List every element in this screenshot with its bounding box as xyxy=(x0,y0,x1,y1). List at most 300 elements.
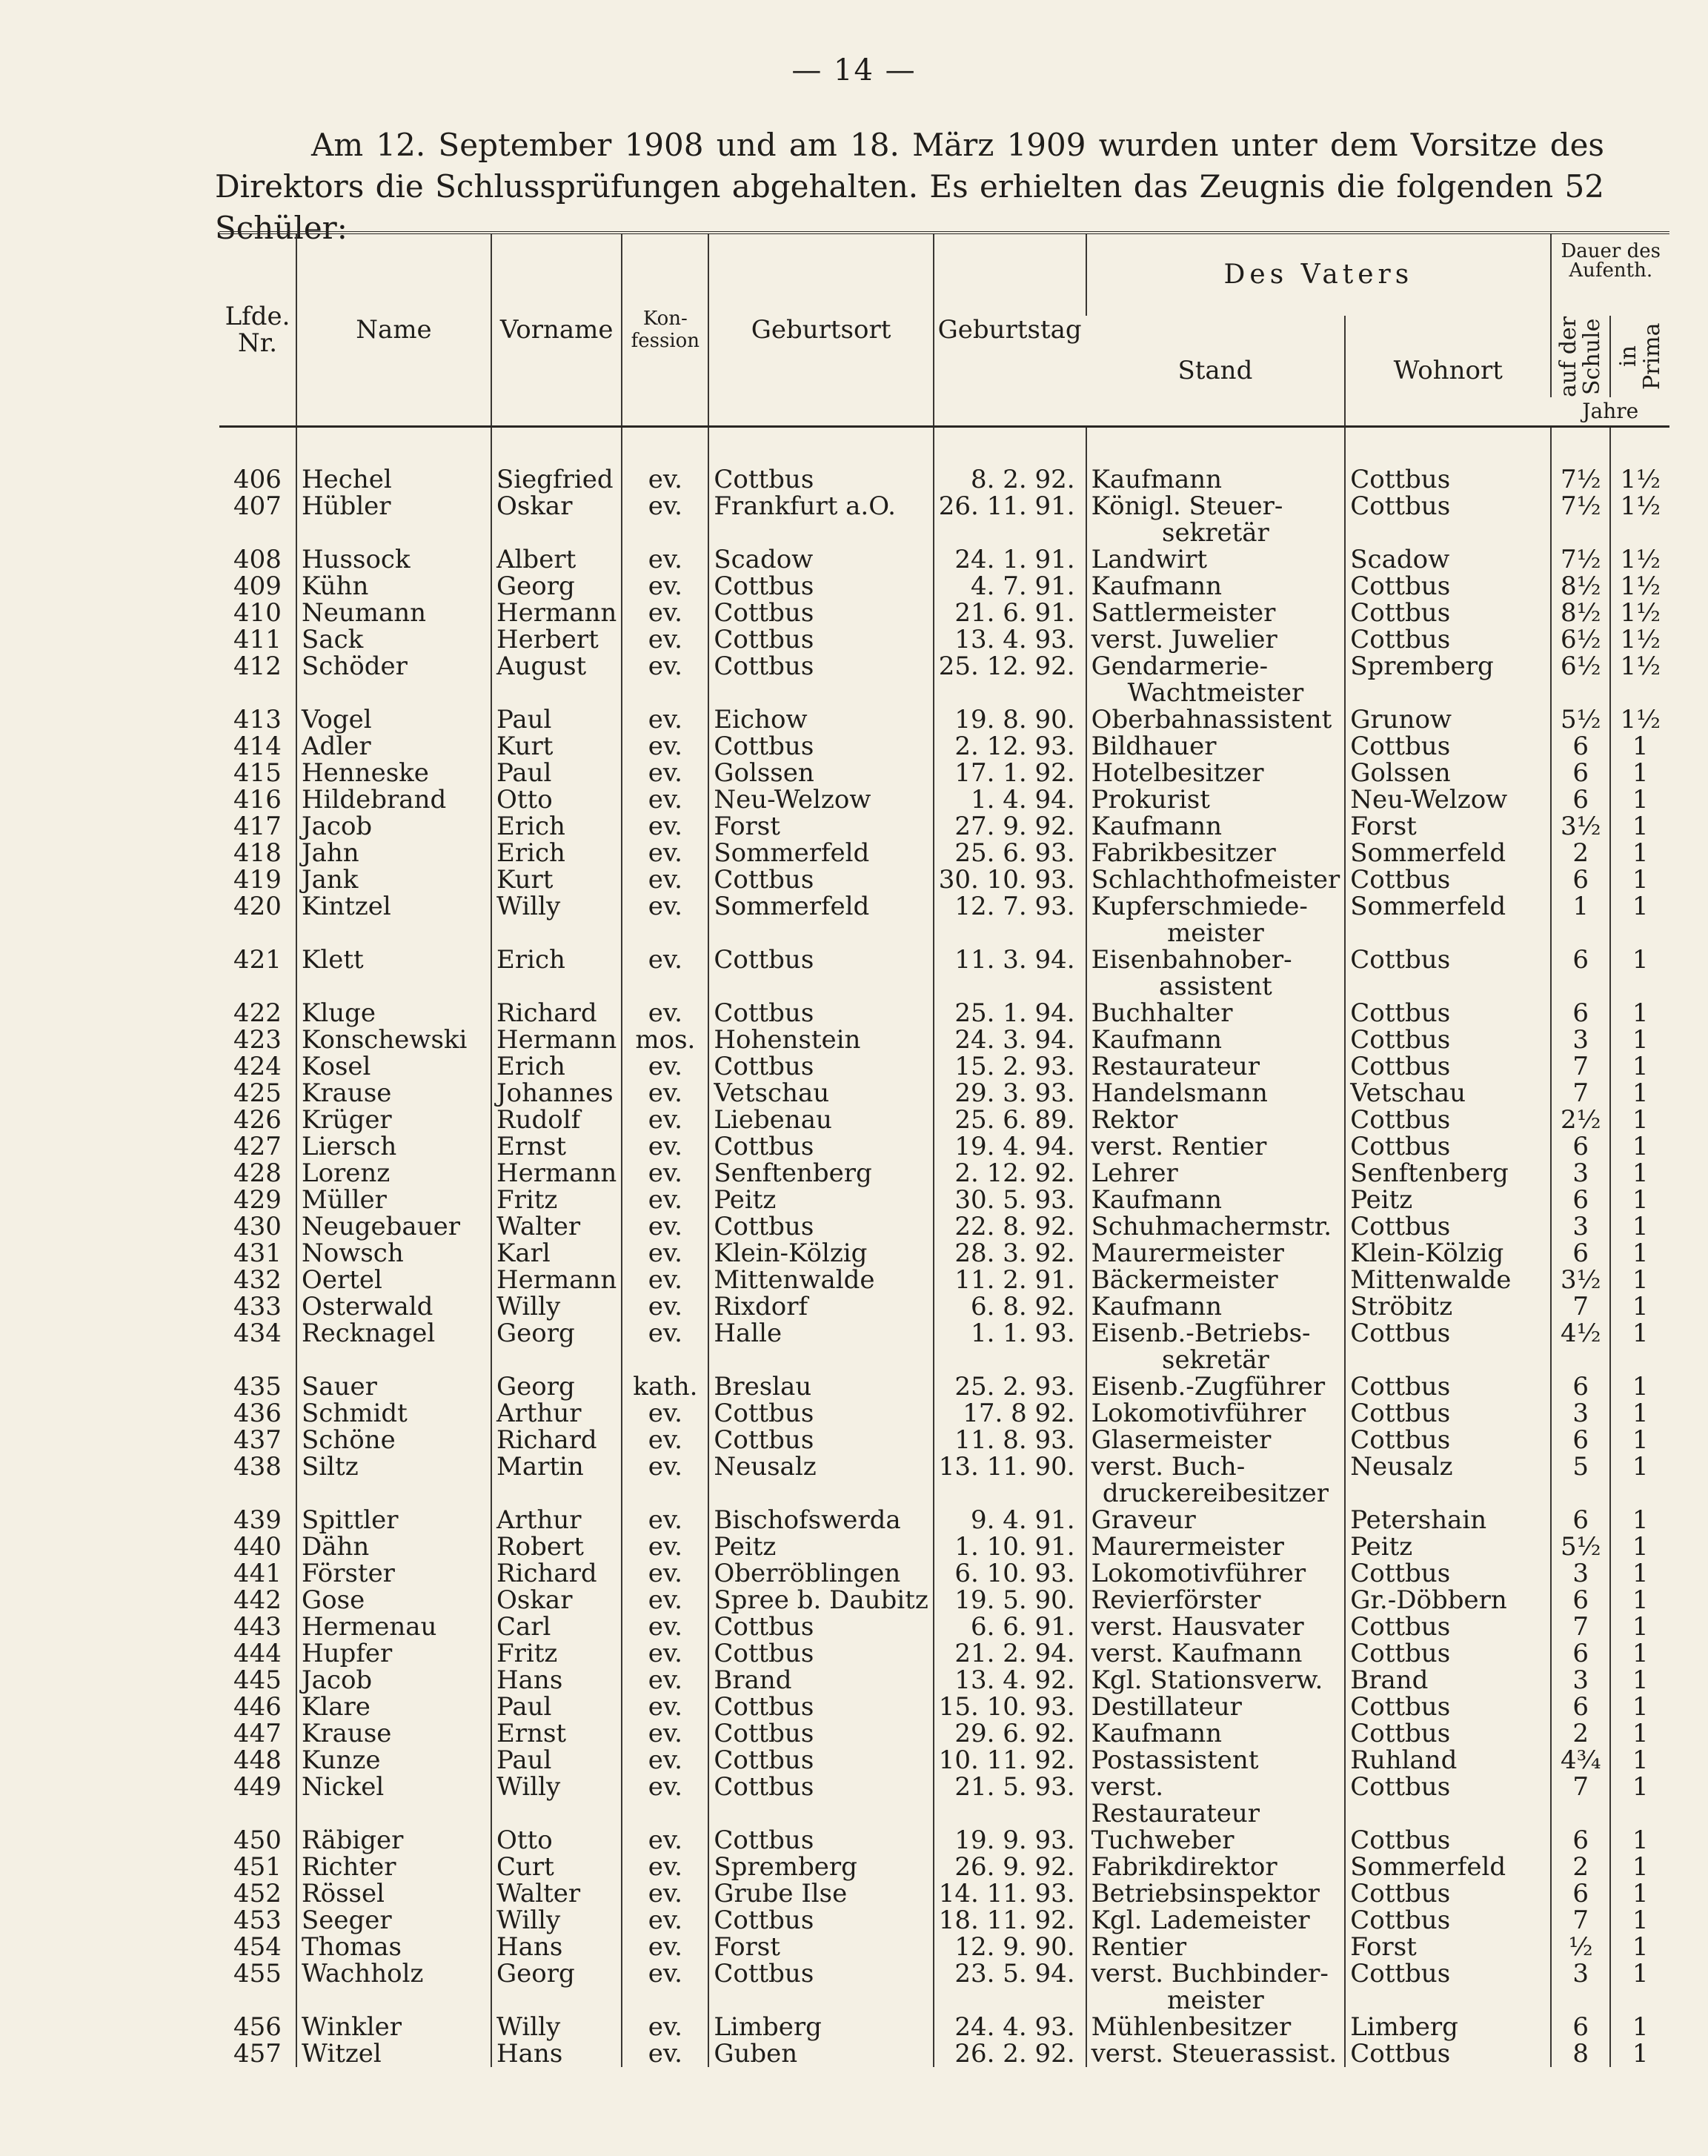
cell-geburtstag: 28. 3. 92. xyxy=(934,1240,1086,1267)
cell-stand-line2: druckereibesitzer xyxy=(1102,1479,1329,1508)
cell-stand-line1: Kaufmann xyxy=(1091,1292,1223,1321)
cell-geburtsort: Cottbus xyxy=(708,1000,933,1026)
cell-in-prima: 1½ xyxy=(1610,626,1669,653)
cell-nr: 412 xyxy=(233,651,282,681)
cell-geburtsort: Cottbus xyxy=(708,653,933,706)
cell-geburtsort: Cottbus xyxy=(708,1400,933,1427)
cell-name: Lorenz xyxy=(296,1160,491,1187)
cell-stand-line1: Betriebsinspektor xyxy=(1091,1879,1320,1908)
cell-geburtstag: 17. 8 92. xyxy=(934,1400,1086,1427)
cell-auf-der-schule: 7 xyxy=(1551,1774,1610,1827)
cell-wohnort: Cottbus xyxy=(1345,573,1551,600)
cell-konfession: ev. xyxy=(622,1587,708,1613)
cell-name: Thomas xyxy=(296,1934,491,1960)
cell-vorname: Georg xyxy=(491,1373,622,1400)
cell-vorname: Hans xyxy=(491,1934,622,1960)
cell-stand xyxy=(1086,600,1346,626)
table-row xyxy=(219,653,1669,706)
cell-name: Witzel xyxy=(296,2040,491,2067)
cell-name: Winkler xyxy=(296,2014,491,2040)
cell-wohnort: Vetschau xyxy=(1345,1080,1551,1107)
cell-auf-der-schule: 8½ xyxy=(1551,600,1610,626)
cell-wohnort: Ruhland xyxy=(1345,1747,1551,1774)
table-row xyxy=(219,786,1669,813)
cell-wohnort: Forst xyxy=(1345,1934,1551,1960)
cell-stand-line1: Lehrer xyxy=(1091,1158,1178,1188)
cell-name: Kosel xyxy=(296,1053,491,1080)
cell-in-prima: 1½ xyxy=(1610,573,1669,600)
cell-vorname: Erich xyxy=(491,840,622,866)
cell-geburtstag: 8. 2. 92. xyxy=(934,466,1086,493)
cell-geburtstag: 21. 6. 91. xyxy=(934,600,1086,626)
cell-nr: 430 xyxy=(233,1212,282,1241)
cell-in-prima: 1 xyxy=(1610,1587,1669,1613)
cell-wohnort: Neu-Welzow xyxy=(1345,786,1551,813)
cell-nr: 420 xyxy=(233,892,282,921)
cell-auf-der-schule: 7½ xyxy=(1551,466,1610,493)
cell-vorname: Robert xyxy=(491,1533,622,1560)
table-row xyxy=(219,1960,1669,2014)
cell-stand-line1: Graveur xyxy=(1091,1505,1196,1535)
cell-stand-line1: Maurermeister xyxy=(1091,1238,1284,1268)
cell-stand-line1: Maurermeister xyxy=(1091,1532,1284,1562)
cell-auf-der-schule: 5½ xyxy=(1551,1533,1610,1560)
cell-konfession: ev. xyxy=(622,1000,708,1026)
cell-in-prima: 1 xyxy=(1610,866,1669,893)
cell-geburtsort: Guben xyxy=(708,2040,933,2067)
cell-nr: 450 xyxy=(233,1825,282,1855)
cell-stand xyxy=(1086,1533,1346,1560)
cell-vorname: Johannes xyxy=(491,1080,622,1107)
cell-vorname: Richard xyxy=(491,1000,622,1026)
cell-name: Jahn xyxy=(296,840,491,866)
cell-in-prima: 1½ xyxy=(1610,466,1669,493)
cell-geburtstag: 25. 1. 94. xyxy=(934,1000,1086,1026)
table-row xyxy=(219,1854,1669,1880)
cell-auf-der-schule: 6 xyxy=(1551,1000,1610,1026)
table-row xyxy=(219,733,1669,760)
cell-geburtsort: Cottbus xyxy=(708,1053,933,1080)
cell-vorname: Albert xyxy=(491,546,622,573)
cell-vorname: Willy xyxy=(491,893,622,946)
intro-paragraph xyxy=(215,125,1604,249)
cell-stand xyxy=(1086,1000,1346,1026)
cell-wohnort: Sommerfeld xyxy=(1345,893,1551,946)
cell-geburtsort: Sommerfeld xyxy=(708,893,933,946)
cell-geburtstag: 25. 2. 93. xyxy=(934,1373,1086,1400)
cell-stand xyxy=(1086,493,1346,546)
cell-vorname: Hermann xyxy=(491,1026,622,1053)
cell-stand xyxy=(1086,1053,1346,1080)
cell-wohnort: Cottbus xyxy=(1345,1133,1551,1160)
cell-auf-der-schule: 5½ xyxy=(1551,706,1610,733)
cell-in-prima: 1 xyxy=(1610,1934,1669,1960)
cell-geburtstag: 12. 9. 90. xyxy=(934,1934,1086,1960)
cell-konfession: ev. xyxy=(622,866,708,893)
cell-geburtstag: 25. 6. 93. xyxy=(934,840,1086,866)
cell-auf-der-schule: 6 xyxy=(1551,1587,1610,1613)
cell-geburtsort: Forst xyxy=(708,813,933,840)
cell-geburtsort: Halle xyxy=(708,1320,933,1373)
cell-geburtstag: 25. 12. 92. xyxy=(934,653,1086,706)
cell-nr: 447 xyxy=(233,1719,282,1748)
cell-geburtsort: Cottbus xyxy=(708,733,933,760)
cell-auf-der-schule: 2½ xyxy=(1551,1107,1610,1133)
cell-konfession: ev. xyxy=(622,600,708,626)
table-row xyxy=(219,1293,1669,1320)
cell-wohnort: Cottbus xyxy=(1345,1000,1551,1026)
cell-nr: 422 xyxy=(233,998,282,1028)
cell-geburtsort: Cottbus xyxy=(708,1694,933,1720)
cell-name: Adler xyxy=(296,733,491,760)
cell-konfession: ev. xyxy=(622,466,708,493)
cell-vorname: Kurt xyxy=(491,733,622,760)
cell-nr: 440 xyxy=(233,1532,282,1562)
cell-nr: 426 xyxy=(233,1105,282,1135)
table-row xyxy=(219,466,1669,493)
cell-stand-line1: verst. Rentier xyxy=(1091,1132,1267,1161)
cell-konfession: ev. xyxy=(622,733,708,760)
cell-geburtsort: Bischofswerda xyxy=(708,1507,933,1533)
table-row xyxy=(219,1080,1669,1107)
cell-name: Krause xyxy=(296,1720,491,1747)
cell-stand-line1: Rektor xyxy=(1091,1105,1178,1135)
cell-nr: 408 xyxy=(233,545,282,574)
cell-nr: 425 xyxy=(233,1078,282,1108)
cell-stand xyxy=(1086,1187,1346,1213)
cell-auf-der-schule: 3 xyxy=(1551,1560,1610,1587)
cell-stand-line1: Landwirt xyxy=(1091,545,1207,574)
cell-in-prima: 1 xyxy=(1610,1854,1669,1880)
cell-konfession: ev. xyxy=(622,2040,708,2067)
cell-vorname: Curt xyxy=(491,1854,622,1880)
cell-geburtsort: Cottbus xyxy=(708,1133,933,1160)
cell-vorname: Willy xyxy=(491,1293,622,1320)
cell-stand xyxy=(1086,1507,1346,1533)
cell-stand-line1: verst. Buch- xyxy=(1091,1452,1246,1482)
cell-stand-line1: verst. Juwelier xyxy=(1091,625,1277,654)
cell-stand xyxy=(1086,1720,1346,1747)
cell-stand-line1: Kgl. Stationsverw. xyxy=(1091,1665,1323,1695)
cell-stand-line1: Eisenb.-Zugführer xyxy=(1091,1372,1326,1402)
cell-stand xyxy=(1086,1827,1346,1854)
cell-geburtstag: 9. 4. 91. xyxy=(934,1507,1086,1533)
cell-nr: 427 xyxy=(233,1132,282,1161)
table-row xyxy=(219,1107,1669,1133)
cell-stand-line1: Kaufmann xyxy=(1091,1719,1223,1748)
cell-geburtsort: Grube Ilse xyxy=(708,1880,933,1907)
table-row xyxy=(219,1560,1669,1587)
table-row xyxy=(219,2040,1669,2067)
cell-in-prima: 1 xyxy=(1610,1453,1669,1507)
cell-auf-der-schule: 6 xyxy=(1551,760,1610,786)
cell-stand-line1: verst. Steuerassist. xyxy=(1091,2039,1338,2069)
cell-stand-line1: Fabrikdirektor xyxy=(1091,1852,1277,1882)
cell-stand xyxy=(1086,706,1346,733)
cell-geburtstag: 10. 11. 92. xyxy=(934,1747,1086,1774)
cell-wohnort: Ströbitz xyxy=(1345,1293,1551,1320)
header-stand: Stand xyxy=(1086,316,1346,427)
cell-vorname: Fritz xyxy=(491,1640,622,1667)
cell-konfession: ev. xyxy=(622,1720,708,1747)
cell-geburtsort: Cottbus xyxy=(708,1747,933,1774)
cell-konfession: ev. xyxy=(622,1907,708,1934)
cell-in-prima: 1½ xyxy=(1610,653,1669,706)
cell-stand-line1: Schuhmachermstr. xyxy=(1091,1212,1332,1241)
cell-in-prima: 1 xyxy=(1610,1373,1669,1400)
cell-wohnort: Neusalz xyxy=(1345,1453,1551,1507)
cell-stand xyxy=(1086,893,1346,946)
cell-konfession: ev. xyxy=(622,1240,708,1267)
cell-name: Oertel xyxy=(296,1267,491,1293)
cell-wohnort: Cottbus xyxy=(1345,626,1551,653)
header-dauer: Dauer des Aufenth. xyxy=(1551,233,1669,316)
table-row xyxy=(219,1320,1669,1373)
cell-vorname: Hermann xyxy=(491,1160,622,1187)
cell-wohnort: Spremberg xyxy=(1345,653,1551,706)
cell-auf-der-schule: 6 xyxy=(1551,1827,1610,1854)
cell-name: Sack xyxy=(296,626,491,653)
cell-vorname: August xyxy=(491,653,622,706)
cell-nr: 455 xyxy=(233,1959,282,1989)
cell-stand-line1: Bäckermeister xyxy=(1091,1265,1278,1295)
cell-geburtstag: 26. 11. 91. xyxy=(934,493,1086,546)
cell-stand-line1: Kaufmann xyxy=(1091,465,1223,494)
cell-stand xyxy=(1086,946,1346,1000)
cell-nr: 433 xyxy=(233,1292,282,1321)
cell-nr: 419 xyxy=(233,865,282,895)
cell-vorname: Arthur xyxy=(491,1507,622,1533)
cell-konfession: ev. xyxy=(622,1827,708,1854)
cell-auf-der-schule: 2 xyxy=(1551,1854,1610,1880)
cell-geburtstag: 4. 7. 91. xyxy=(934,573,1086,600)
table-row xyxy=(219,2014,1669,2040)
cell-wohnort: Cottbus xyxy=(1345,866,1551,893)
cell-nr: 409 xyxy=(233,571,282,601)
cell-wohnort: Cottbus xyxy=(1345,733,1551,760)
cell-in-prima: 1 xyxy=(1610,2014,1669,2040)
cell-auf-der-schule: 3 xyxy=(1551,1667,1610,1694)
cell-nr: 449 xyxy=(233,1772,282,1802)
header-in-prima-text: in Prima xyxy=(1615,322,1665,391)
cell-geburtstag: 24. 1. 91. xyxy=(934,546,1086,573)
cell-konfession: ev. xyxy=(622,1747,708,1774)
table-row xyxy=(219,866,1669,893)
cell-geburtsort: Liebenau xyxy=(708,1107,933,1133)
cell-stand-line1: Gendarmerie- xyxy=(1091,651,1269,681)
table-row xyxy=(219,600,1669,626)
cell-wohnort: Cottbus xyxy=(1345,1026,1551,1053)
cell-konfession: ev. xyxy=(622,1320,708,1373)
cell-geburtstag: 15. 2. 93. xyxy=(934,1053,1086,1080)
cell-konfession: ev. xyxy=(622,493,708,546)
cell-nr: 407 xyxy=(233,491,282,521)
cell-konfession: ev. xyxy=(622,946,708,1000)
cell-nr: 417 xyxy=(233,812,282,841)
header-jahre: Jahre xyxy=(1551,397,1669,427)
cell-stand xyxy=(1086,1560,1346,1587)
cell-auf-der-schule: 3 xyxy=(1551,1213,1610,1240)
cell-name: Kühn xyxy=(296,573,491,600)
cell-konfession: ev. xyxy=(622,786,708,813)
cell-name: Schmidt xyxy=(296,1400,491,1427)
table-row xyxy=(219,1720,1669,1747)
table-row xyxy=(219,1053,1669,1080)
cell-wohnort: Cottbus xyxy=(1345,1427,1551,1453)
cell-geburtstag: 14. 11. 93. xyxy=(934,1880,1086,1907)
table-row xyxy=(219,1240,1669,1267)
cell-in-prima: 1 xyxy=(1610,1827,1669,1854)
table-row xyxy=(219,1427,1669,1453)
cell-stand-line2: sekretär xyxy=(1162,518,1269,548)
table-row xyxy=(219,1640,1669,1667)
cell-name: Liersch xyxy=(296,1133,491,1160)
cell-konfession: ev. xyxy=(622,1053,708,1080)
cell-auf-der-schule: 8½ xyxy=(1551,573,1610,600)
header-in-prima xyxy=(1610,316,1669,397)
cell-auf-der-schule: 5 xyxy=(1551,1453,1610,1507)
cell-geburtstag: 26. 2. 92. xyxy=(934,2040,1086,2067)
cell-wohnort: Cottbus xyxy=(1345,1907,1551,1934)
cell-konfession: ev. xyxy=(622,1160,708,1187)
cell-geburtstag: 19. 4. 94. xyxy=(934,1133,1086,1160)
cell-in-prima: 1 xyxy=(1610,760,1669,786)
cell-wohnort: Cottbus xyxy=(1345,466,1551,493)
cell-stand-line1: Hotelbesitzer xyxy=(1091,758,1264,788)
cell-geburtsort: Oberröblingen xyxy=(708,1560,933,1587)
cell-geburtstag: 29. 6. 92. xyxy=(934,1720,1086,1747)
cell-nr: 444 xyxy=(233,1639,282,1668)
table-row xyxy=(219,1507,1669,1533)
cell-auf-der-schule: 6 xyxy=(1551,733,1610,760)
cell-stand-line1: Rentier xyxy=(1091,1932,1187,1962)
cell-geburtsort: Rixdorf xyxy=(708,1293,933,1320)
cell-stand-line1: Prokurist xyxy=(1091,785,1210,815)
cell-konfession: ev. xyxy=(622,1400,708,1427)
cell-auf-der-schule: 6 xyxy=(1551,1694,1610,1720)
cell-geburtstag: 22. 8. 92. xyxy=(934,1213,1086,1240)
cell-name: Jank xyxy=(296,866,491,893)
cell-nr: 441 xyxy=(233,1559,282,1588)
cell-geburtstag: 21. 2. 94. xyxy=(934,1640,1086,1667)
cell-vorname: Rudolf xyxy=(491,1107,622,1133)
cell-geburtsort: Spree b. Daubitz xyxy=(708,1587,933,1613)
cell-auf-der-schule: 6 xyxy=(1551,786,1610,813)
cell-name: Neugebauer xyxy=(296,1213,491,1240)
cell-vorname: Herbert xyxy=(491,626,622,653)
cell-in-prima: 1 xyxy=(1610,1187,1669,1213)
cell-name: Richter xyxy=(296,1854,491,1880)
cell-stand-line1: verst. Kaufmann xyxy=(1091,1639,1303,1668)
cell-name: Hupfer xyxy=(296,1640,491,1667)
cell-in-prima: 1½ xyxy=(1610,706,1669,733)
cell-geburtsort: Cottbus xyxy=(708,626,933,653)
cell-vorname: Paul xyxy=(491,706,622,733)
cell-stand xyxy=(1086,1774,1346,1827)
cell-stand-line2: meister xyxy=(1167,918,1264,948)
cell-auf-der-schule: 6 xyxy=(1551,1187,1610,1213)
cell-stand-line1: Glasermeister xyxy=(1091,1425,1272,1455)
cell-stand xyxy=(1086,1080,1346,1107)
cell-geburtstag: 18. 11. 92. xyxy=(934,1907,1086,1934)
cell-nr: 456 xyxy=(233,2012,282,2042)
table-body xyxy=(219,427,1669,2068)
cell-geburtsort: Neu-Welzow xyxy=(708,786,933,813)
cell-in-prima: 1 xyxy=(1610,1774,1669,1827)
cell-geburtsort: Cottbus xyxy=(708,1720,933,1747)
cell-name: Hechel xyxy=(296,466,491,493)
cell-geburtstag: 11. 2. 91. xyxy=(934,1267,1086,1293)
cell-konfession: ev. xyxy=(622,893,708,946)
cell-geburtsort: Golssen xyxy=(708,760,933,786)
cell-geburtsort: Cottbus xyxy=(708,1960,933,2014)
cell-wohnort: Golssen xyxy=(1345,760,1551,786)
header-konfession: Kon- fession xyxy=(622,233,708,427)
cell-in-prima: 1 xyxy=(1610,1694,1669,1720)
cell-stand-line1: Restaurateur xyxy=(1091,1052,1260,1081)
cell-stand-line1: Sattlermeister xyxy=(1091,598,1276,628)
cell-stand-line1: Lokomotivführer xyxy=(1091,1399,1306,1428)
cell-nr: 438 xyxy=(233,1452,282,1482)
cell-in-prima: 1 xyxy=(1610,1107,1669,1133)
cell-stand xyxy=(1086,1133,1346,1160)
cell-geburtstag: 30. 10. 93. xyxy=(934,866,1086,893)
cell-stand xyxy=(1086,840,1346,866)
cell-auf-der-schule: 7 xyxy=(1551,1293,1610,1320)
cell-stand xyxy=(1086,1880,1346,1907)
cell-vorname: Hans xyxy=(491,2040,622,2067)
cell-in-prima: 1 xyxy=(1610,1240,1669,1267)
cell-in-prima: 1 xyxy=(1610,786,1669,813)
cell-konfession: ev. xyxy=(622,1133,708,1160)
cell-geburtstag: 1. 10. 91. xyxy=(934,1533,1086,1560)
header-wohnort: Wohnort xyxy=(1345,316,1551,427)
table-row xyxy=(219,1934,1669,1960)
table-row xyxy=(219,1587,1669,1613)
table-row xyxy=(219,1613,1669,1640)
table-row xyxy=(219,813,1669,840)
cell-nr: 410 xyxy=(233,598,282,628)
cell-vorname: Martin xyxy=(491,1453,622,1507)
cell-vorname: Willy xyxy=(491,1907,622,1934)
header-lfde-nr xyxy=(219,233,296,427)
cell-geburtstag: 29. 3. 93. xyxy=(934,1080,1086,1107)
cell-name: Räbiger xyxy=(296,1827,491,1854)
cell-auf-der-schule: 6 xyxy=(1551,1640,1610,1667)
cell-nr: 454 xyxy=(233,1932,282,1962)
cell-wohnort: Brand xyxy=(1345,1667,1551,1694)
header-name: Name xyxy=(296,233,491,427)
table-row xyxy=(219,706,1669,733)
cell-vorname: Otto xyxy=(491,786,622,813)
cell-in-prima: 1 xyxy=(1610,840,1669,866)
cell-geburtstag: 2. 12. 92. xyxy=(934,1160,1086,1187)
cell-name: Henneske xyxy=(296,760,491,786)
cell-geburtsort: Cottbus xyxy=(708,573,933,600)
cell-auf-der-schule: 3 xyxy=(1551,1160,1610,1187)
table-row xyxy=(219,1533,1669,1560)
cell-auf-der-schule: 6 xyxy=(1551,1373,1610,1400)
cell-konfession: ev. xyxy=(622,1533,708,1560)
cell-vorname: Georg xyxy=(491,1320,622,1373)
cell-in-prima: 1 xyxy=(1610,1880,1669,1907)
cell-nr: 411 xyxy=(233,625,282,654)
cell-stand xyxy=(1086,653,1346,706)
cell-stand xyxy=(1086,2040,1346,2067)
cell-nr: 443 xyxy=(233,1612,282,1642)
header-geburtstag: Geburtstag xyxy=(934,233,1086,427)
cell-konfession: ev. xyxy=(622,706,708,733)
